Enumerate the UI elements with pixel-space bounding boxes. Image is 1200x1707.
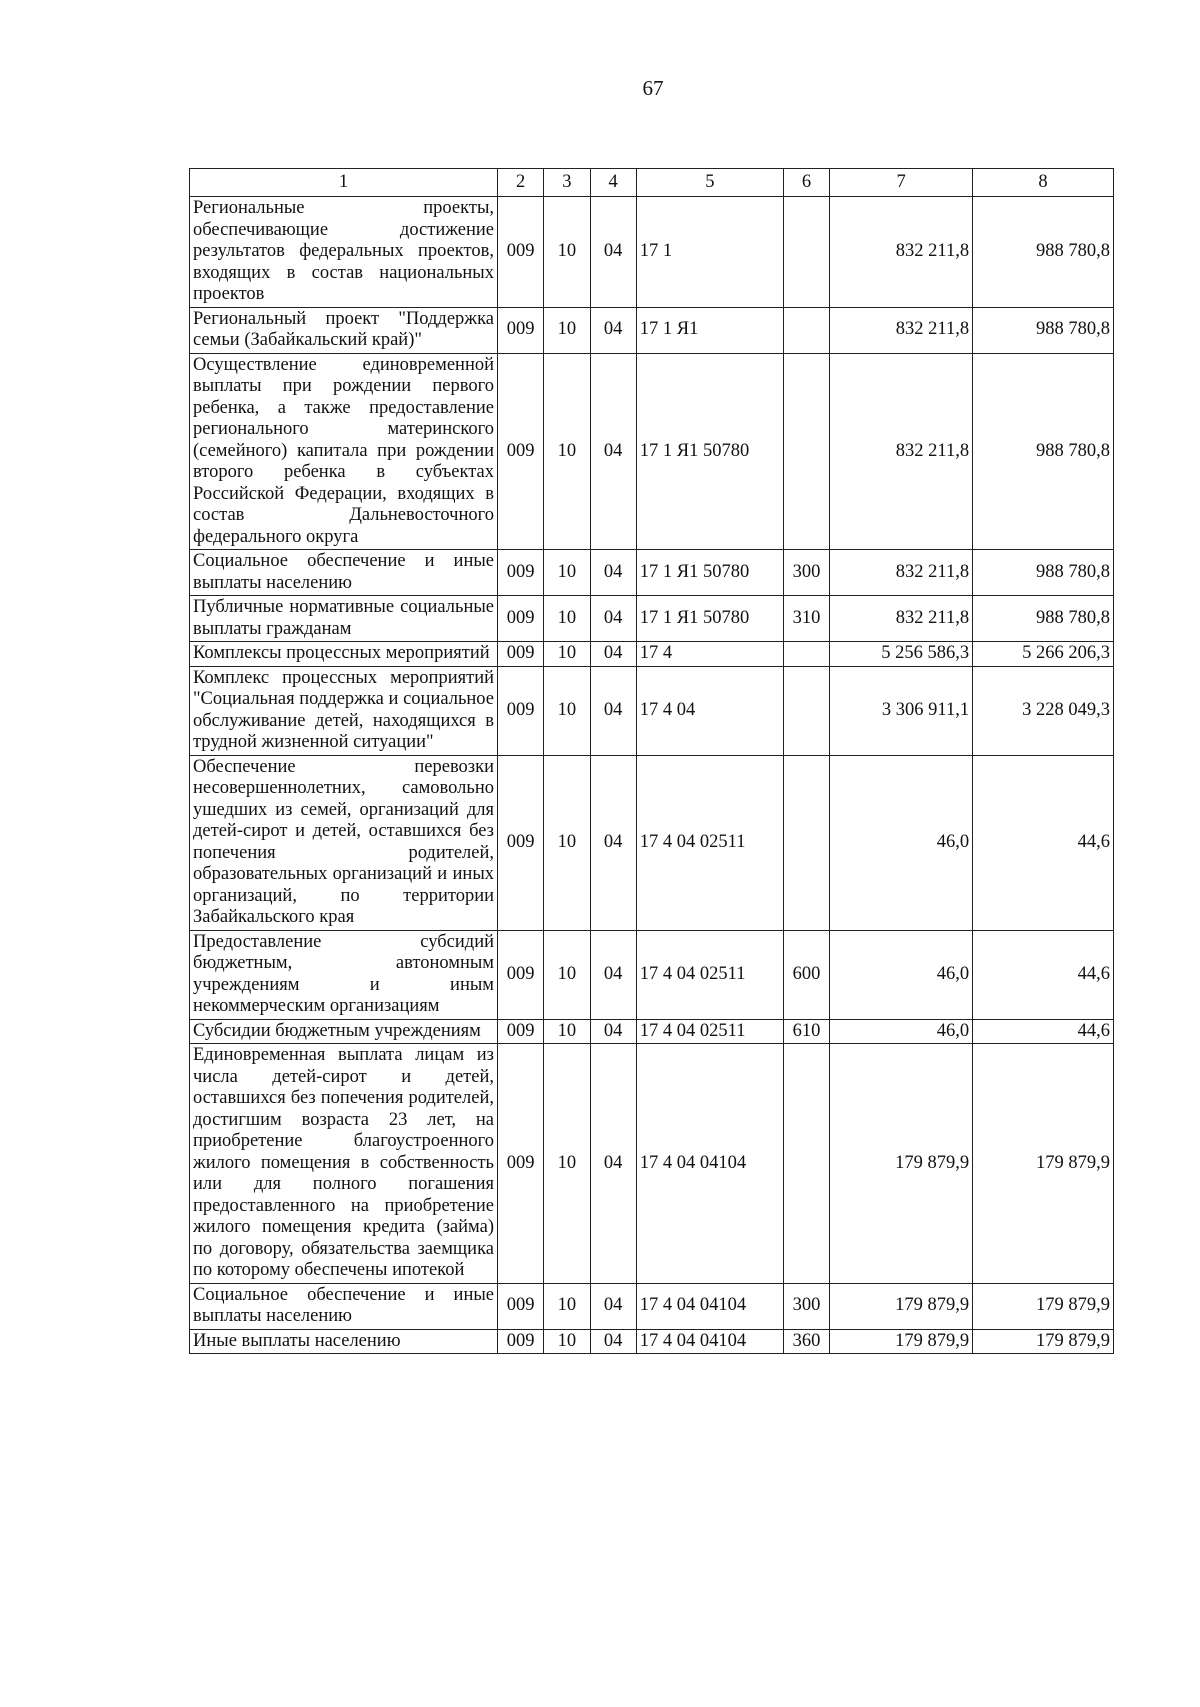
row-name: Иные выплаты населению	[190, 1329, 498, 1354]
row-name: Региональный проект "Поддержка семьи (Забайкальский край)"	[190, 307, 498, 353]
table-row	[190, 642, 1114, 667]
cell-col5: 17 4 04 04104	[636, 1044, 783, 1284]
table-row	[190, 1329, 1114, 1354]
cell-col2: 009	[498, 596, 544, 642]
row-name: Комплекс процессных мероприятий "Социальная поддержка и социальное обслуживание детей, находящихся в трудной жизненной ситуации"	[190, 666, 498, 755]
cell-col4: 04	[590, 1329, 636, 1354]
cell-col8: 179 879,9	[973, 1044, 1114, 1284]
cell-col6	[783, 666, 829, 755]
column-header: 2	[498, 169, 544, 197]
page-number: 67	[642, 76, 664, 100]
cell-col2: 009	[498, 666, 544, 755]
cell-col6	[783, 307, 829, 353]
cell-col5: 17 4 04 02511	[636, 930, 783, 1019]
cell-col7: 179 879,9	[830, 1283, 973, 1329]
cell-col2: 009	[498, 307, 544, 353]
cell-col5: 17 4 04 02511	[636, 755, 783, 930]
table-row	[190, 1019, 1114, 1044]
table-row	[190, 930, 1114, 1019]
cell-col4: 04	[590, 1044, 636, 1284]
cell-col5: 17 1 Я1 50780	[636, 353, 783, 550]
cell-col2: 009	[498, 642, 544, 667]
cell-col3: 10	[544, 1019, 590, 1044]
row-name: Предоставление субсидий бюджетным, автономным учреждениям и иным некоммерческим организациям	[190, 930, 498, 1019]
cell-col6	[783, 755, 829, 930]
cell-col7: 3 306 911,1	[830, 666, 973, 755]
cell-col3: 10	[544, 1044, 590, 1284]
column-header: 4	[590, 169, 636, 197]
row-name: Единовременная выплата лицам из числа детей-сирот и детей, оставшихся без попечения родителей, достигшим возраста 23 лет, на приобретение благоустроенного жилого помещения в собственность или для полного погашения предоставленного на приобретение жилого помещения кредита (займа) по договору, обязательства заемщика по которому обеспечены ипотекой	[190, 1044, 498, 1284]
cell-col7: 832 211,8	[830, 596, 973, 642]
row-name: Социальное обеспечение и иные выплаты населению	[190, 1283, 498, 1329]
table-row	[190, 755, 1114, 930]
cell-col3: 10	[544, 1329, 590, 1354]
table-row	[190, 666, 1114, 755]
table-row	[190, 1283, 1114, 1329]
cell-col8: 988 780,8	[973, 197, 1114, 308]
cell-col3: 10	[544, 197, 590, 308]
cell-col3: 10	[544, 307, 590, 353]
cell-col5: 17 4 04 02511	[636, 1019, 783, 1044]
table-row	[190, 550, 1114, 596]
cell-col5: 17 4 04 04104	[636, 1283, 783, 1329]
cell-col2: 009	[498, 353, 544, 550]
column-header: 6	[783, 169, 829, 197]
cell-col7: 5 256 586,3	[830, 642, 973, 667]
cell-col7: 46,0	[830, 930, 973, 1019]
cell-col8: 3 228 049,3	[973, 666, 1114, 755]
cell-col3: 10	[544, 755, 590, 930]
row-name: Социальное обеспечение и иные выплаты населению	[190, 550, 498, 596]
cell-col5: 17 1 Я1	[636, 307, 783, 353]
budget-table	[189, 168, 1114, 1354]
cell-col4: 04	[590, 642, 636, 667]
cell-col6: 610	[783, 1019, 829, 1044]
cell-col2: 009	[498, 755, 544, 930]
table-row	[190, 353, 1114, 550]
cell-col7: 832 211,8	[830, 550, 973, 596]
row-name: Осуществление единовременной выплаты при рождении первого ребенка, а также предоставление регионального материнского (семейного) капитала при рождении второго ребенка в субъектах Российской Федерации, входящих в состав Дальневосточного федерального округа	[190, 353, 498, 550]
cell-col7: 46,0	[830, 755, 973, 930]
cell-col8: 988 780,8	[973, 550, 1114, 596]
cell-col7: 832 211,8	[830, 197, 973, 308]
cell-col8: 988 780,8	[973, 353, 1114, 550]
table-row	[190, 307, 1114, 353]
cell-col8: 179 879,9	[973, 1283, 1114, 1329]
cell-col6: 310	[783, 596, 829, 642]
cell-col8: 44,6	[973, 930, 1114, 1019]
cell-col5: 17 1	[636, 197, 783, 308]
cell-col3: 10	[544, 642, 590, 667]
table-row	[190, 596, 1114, 642]
cell-col4: 04	[590, 596, 636, 642]
cell-col2: 009	[498, 1044, 544, 1284]
cell-col7: 179 879,9	[830, 1044, 973, 1284]
cell-col2: 009	[498, 1283, 544, 1329]
cell-col8: 44,6	[973, 1019, 1114, 1044]
row-name: Комплексы процессных мероприятий	[190, 642, 498, 667]
row-name: Обеспечение перевозки несовершеннолетних, самовольно ушедших из семей, организаций для детей-сирот и детей, оставшихся без попечения родителей, образовательных организаций и иных организаций, по территории Забайкальского края	[190, 755, 498, 930]
cell-col4: 04	[590, 666, 636, 755]
cell-col6: 300	[783, 1283, 829, 1329]
column-header: 5	[636, 169, 783, 197]
cell-col6: 600	[783, 930, 829, 1019]
cell-col6	[783, 197, 829, 308]
cell-col2: 009	[498, 1019, 544, 1044]
cell-col4: 04	[590, 550, 636, 596]
cell-col7: 179 879,9	[830, 1329, 973, 1354]
cell-col6	[783, 1044, 829, 1284]
cell-col6: 360	[783, 1329, 829, 1354]
cell-col3: 10	[544, 930, 590, 1019]
column-header: 8	[973, 169, 1114, 197]
cell-col5: 17 4 04 04104	[636, 1329, 783, 1354]
table-row	[190, 197, 1114, 308]
cell-col7: 46,0	[830, 1019, 973, 1044]
cell-col8: 5 266 206,3	[973, 642, 1114, 667]
cell-col5: 17 4	[636, 642, 783, 667]
cell-col4: 04	[590, 307, 636, 353]
column-header: 7	[830, 169, 973, 197]
cell-col4: 04	[590, 1019, 636, 1044]
header-row	[190, 169, 1114, 197]
row-name: Субсидии бюджетным учреждениям	[190, 1019, 498, 1044]
cell-col2: 009	[498, 197, 544, 308]
table-row	[190, 1044, 1114, 1284]
cell-col5: 17 1 Я1 50780	[636, 596, 783, 642]
cell-col3: 10	[544, 1283, 590, 1329]
cell-col5: 17 1 Я1 50780	[636, 550, 783, 596]
cell-col4: 04	[590, 930, 636, 1019]
cell-col2: 009	[498, 930, 544, 1019]
cell-col2: 009	[498, 550, 544, 596]
cell-col4: 04	[590, 755, 636, 930]
cell-col4: 04	[590, 353, 636, 550]
cell-col5: 17 4 04	[636, 666, 783, 755]
cell-col2: 009	[498, 1329, 544, 1354]
cell-col3: 10	[544, 596, 590, 642]
cell-col4: 04	[590, 1283, 636, 1329]
row-name: Публичные нормативные социальные выплаты гражданам	[190, 596, 498, 642]
cell-col4: 04	[590, 197, 636, 308]
cell-col3: 10	[544, 666, 590, 755]
cell-col8: 44,6	[973, 755, 1114, 930]
column-header: 1	[190, 169, 498, 197]
cell-col6: 300	[783, 550, 829, 596]
cell-col6	[783, 642, 829, 667]
cell-col8: 179 879,9	[973, 1329, 1114, 1354]
row-name: Региональные проекты, обеспечивающие достижение результатов федеральных проектов, входящих в состав национальных проектов	[190, 197, 498, 308]
cell-col3: 10	[544, 550, 590, 596]
cell-col7: 832 211,8	[830, 307, 973, 353]
cell-col7: 832 211,8	[830, 353, 973, 550]
cell-col8: 988 780,8	[973, 307, 1114, 353]
cell-col6	[783, 353, 829, 550]
cell-col3: 10	[544, 353, 590, 550]
cell-col8: 988 780,8	[973, 596, 1114, 642]
column-header: 3	[544, 169, 590, 197]
